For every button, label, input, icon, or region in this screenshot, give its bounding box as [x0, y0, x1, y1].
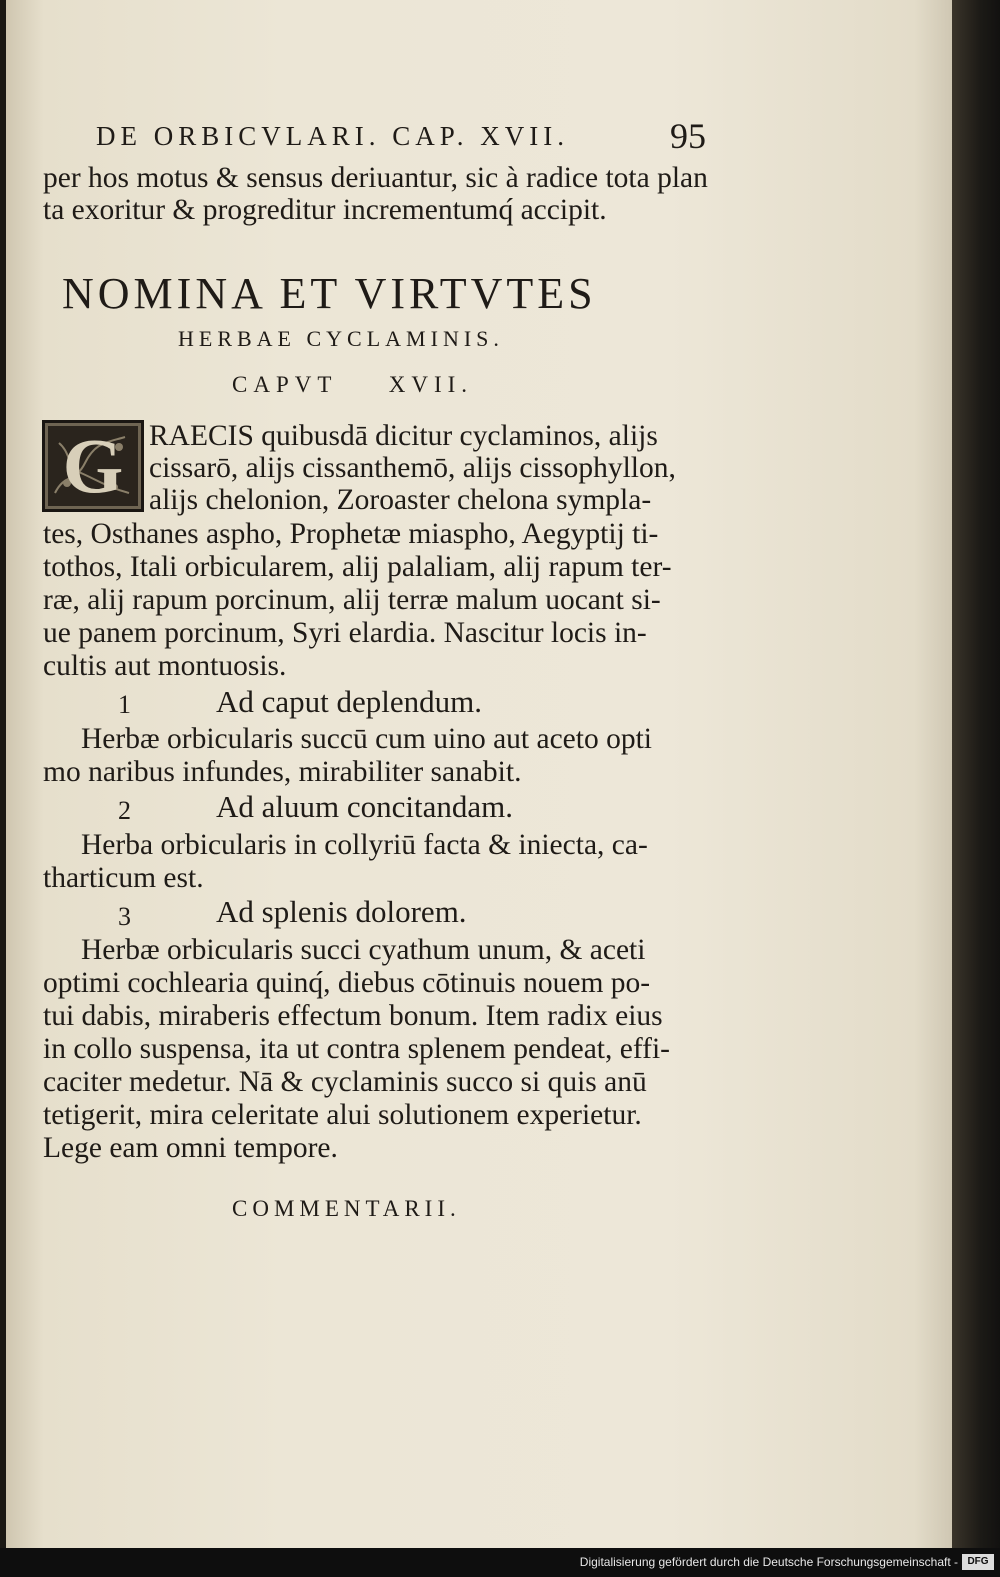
paragraph-line: ræ, alij rapum porcinum, alij terræ malum uocant si-	[43, 584, 661, 616]
page-number: 95	[670, 116, 706, 156]
dfg-logo: DFG	[962, 1554, 994, 1570]
remedy-heading: Ad splenis dolorem.	[216, 894, 467, 929]
decorated-initial	[42, 420, 144, 512]
paragraph-line: cultis aut montuosis.	[43, 650, 287, 682]
remedy-line: tharticum est.	[43, 862, 204, 894]
paragraph-line: cissarō, alijs cissanthemō, alijs cissophyllon,	[149, 452, 676, 484]
remedy-line: Herbæ orbicularis succi cyathum unum, & aceti	[81, 934, 646, 966]
paragraph-line: ue panem porcinum, Syri elardia. Nascitur locis in-	[43, 617, 647, 649]
funding-credit: Digitalisierung gefördert durch die Deutsche Forschungsgemeinschaft -	[579, 1555, 958, 1569]
remedy-number: 3	[118, 902, 131, 931]
remedy-number: 1	[118, 690, 131, 719]
paragraph-line: tes, Osthanes aspho, Prophetæ miaspho, Aegyptij ti-	[43, 518, 659, 550]
book-edge	[952, 0, 1000, 1548]
remedy-line: in collo suspensa, ita ut contra splenem pendeat, effi-	[43, 1033, 670, 1065]
remedy-line: tetigerit, mira celeritate alui solutionem experietur.	[43, 1099, 642, 1131]
chapter-title: NOMINA ET VIRTVTES	[62, 269, 597, 318]
paragraph-line: RAECIS quibusdā dicitur cyclaminos, alijs	[149, 420, 658, 452]
remedy-line: caciter medetur. Nā & cyclaminis succo si quis anū	[43, 1066, 647, 1098]
digitization-footer	[0, 1548, 1000, 1577]
initial-letter: G	[62, 422, 124, 509]
remedy-line: Herbæ orbicularis succū cum uino aut aceto opti	[81, 723, 652, 755]
remedy-heading: Ad aluum concitandam.	[216, 789, 513, 824]
remedy-number: 2	[118, 796, 131, 825]
remedy-line: Lege eam omni tempore.	[43, 1132, 338, 1164]
paragraph-line: alijs chelonion, Zoroaster chelona sympla-	[149, 484, 652, 516]
running-title: DE ORBICVLARI. CAP. XVII.	[96, 121, 570, 151]
paragraph-line: tothos, Itali orbicularem, alij palaliam, alij rapum ter-	[43, 551, 672, 583]
remedy-line: mo naribus infundes, mirabiliter sanabit.	[43, 756, 522, 788]
intro-line: per hos motus & sensus deriuantur, sic à radice tota plan	[43, 162, 708, 194]
remedy-line: optimi cochlearia quinq́, diebus cōtinuis nouem po-	[43, 967, 651, 999]
chapter-number: CAPVT XVII.	[232, 372, 474, 397]
remedy-line: tui dabis, miraberis effectum bonum. Item radix eius	[43, 1000, 663, 1032]
intro-line: ta exoritur & progreditur incrementumq́ accipit.	[43, 194, 607, 226]
remedy-heading: Ad caput deplendum.	[216, 684, 483, 719]
catchword: COMMENTARII.	[232, 1196, 461, 1221]
chapter-subtitle: HERBAE CYCLAMINIS.	[178, 326, 504, 351]
running-header	[96, 115, 706, 155]
remedy-line: Herba orbicularis in collyriū facta & iniecta, ca-	[81, 829, 648, 861]
book-page	[6, 0, 952, 1548]
